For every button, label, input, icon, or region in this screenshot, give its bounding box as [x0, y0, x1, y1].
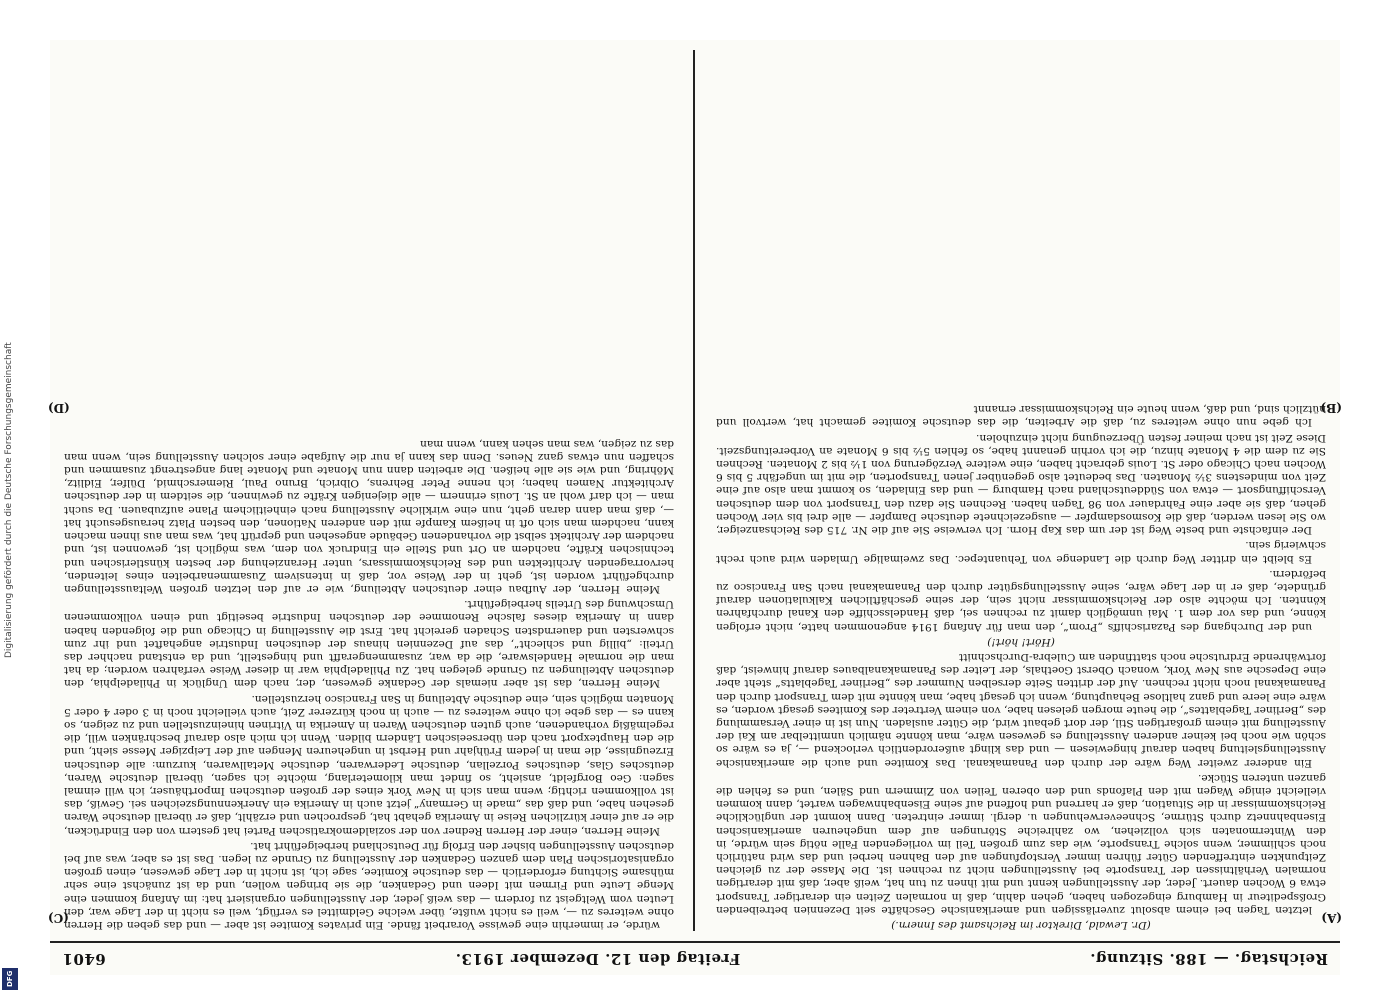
marker-d: (D) — [48, 401, 70, 415]
column-divider — [693, 50, 695, 931]
paragraph: letzten Tagen bei einem absolut zuverlässigen und amerikanische Geschäfte seit Dezennien betreibenden Großspediteur in Hamburg eingezogen haben, gehen dahin, daß in normalen Zeiten ein derartiger Transport etwa 6 Wochen dauert. Jeder, der Ausstellungen kennt und mit ihnen zu tun hat, weiß aber, daß mit derartigen normalen Verhältnissen der Transporte bei Ausstellungen nicht zu rechnen ist. Die Masse der zu gleichen Zeitpunkten eintreffenden Güter führen immer Verstopfungen auf den Bahnen herbei und das wird natürlich noch schlimmer, wenn solche Transporte, wie das zum großen Teil im vorliegenden Falle nötig sein würde, in den Wintermonaten sich vollziehen, wo zahlreiche Störungen auf dem ungeheuren amerikanischen Eisenbahnnetz durch Stürme, Schneeverwehungen u. dergl. immer eintreten. Dann kommt der unglückliche Reichskommissar in die Situation, daß er harrend und hoffend auf seine Eisenbahnwagen wartet, dann kommen vielleicht einige Wagen mit den Plafonds und den oberen Teilen von Zimmern und Sälen, und es fehlen die ganzen unteren Stücke. — [716, 771, 1326, 916]
paragraph: Ich gebe nun ohne weiteres zu, daß die Arbeiten, die das deutsche Komitee gemacht hat, wertvoll und nützlich sind, und daß, wenn heute ein Reichskommissar ernannt — [716, 403, 1326, 429]
marker-a: (A) — [1321, 911, 1342, 925]
paragraph: würde, er immerhin eine gewisse Vorarbeit fände. Ein privates Komitee ist aber — und das geben die Herren ohne weiteres zu —, weil es nicht wußte, über welche Geldmittel es verfügt, weil es nicht in der Lage war, den Leuten vom Weltgeist zu fordern — das weiß jeder, der Ausstellungen organisiert hat: im Anfang kommen eine Menge Leute und Firmen mit Ideen und Gedanken, die sie bringen wollen, und da ist zunächst eine sehr mühsame Sichtung erforderlich — das deutsche Komitee, sage ich, ist nicht in der Lage gewesen, einen großen organisatorischen Plan dem ganzen Gedanken der Ausstellung zu Grunde zu legen. Das ist es aber, was auf bei deutschen Ausstellungen bisher den Erfolg für Deutschland herbeigeführt hat. — [64, 839, 674, 931]
right-column — [64, 50, 674, 931]
document-page — [50, 40, 1340, 975]
digitization-note: Digitalisierung gefördert durch die Deutsche Forschungsgemeinschaft — [4, 342, 14, 658]
speaker-line: (Dr. Lewald, Direktor im Reichsamt des Innern.) — [891, 919, 1151, 931]
paragraph: Der einfachste und beste Weg ist der um das Kap Horn. Ich verweise Sie auf die Nr. 715 des Reichsanzeiger, wo Sie lesen werden, daß die Kosmosdampfer — ausgezeichnete deutsche Dampfer — alle drei bis vier Wochen gehen, daß sie aber eine Fahrdauer von 98 Tagen haben. Rechnen Sie dazu den Transport von dem deutschen Verschiffungsort — etwa von Süddeutschland nach Hamburg — und das Einladen, so kommt man also auf eine Zeit von mindestens 3½ Monaten. Das bedeutet also gegenüber jenen Transporten, die mit im ungefähr 5 bis 6 Wochen nach Chicago oder St. Louis gebracht haben, eine weitere Verzögerung von 1½ bis 2 Monaten. Rechnen Sie zu dem die 4 Monate hinzu, die ich vorhin genannt habe, so fehlen 5½ bis 6 Monate an Vorbereitungszeit. Diese Zeit ist nach meiner festen Überzeugung nicht einzuholen. — [716, 431, 1326, 537]
header-left: Reichstag. — 188. Sitzung. — [1089, 950, 1328, 968]
paragraph: Meine Herren, das ist aber niemals der Gedanke gewesen, der, nach dem Unglück in Philadelphia, den deutschen Abteilungen zu Grunde gelegen hat. Zu Philadelphia war in dieser Weise verfahren worden; da hat man die normale Handelsware, die da war, zusammengerafft und hingestellt, und da entstand nachher das Urteil: „billig und schlecht“, das auf Dezennien hinaus der deutschen Industrie angehaftet und ihr zum schwersten und dauerndsten Schaden gereicht hat. Erst die Ausstellung in Chicago und die folgenden haben dann in Amerika dieses falsche Renommee der deutschen Industrie beseitigt und einen vollkommenen Umschwung des Urteils herbeigeführt. — [64, 598, 674, 690]
marker-b: (B) — [1320, 401, 1342, 415]
paragraph: Meine Herren, der Aufbau einer deutschen Abteilung, wie er auf den letzten großen Weltausstellungen durchgeführt worden ist, geht in der Weise vor, daß in intensivem Zusammenarbeiten eines leitenden, hervorragenden Architekten und des Reichskommissars, unter Heranziehung der besten künstlerischen und technischen Kräfte, nachdem an Ort und Stelle ein Eindruck von dem, was möglich ist, gewonnen ist, und nachdem der Architekt selbst die vorhandenen Gebäude angesehen und geprüft hat, was man aus ihnen machen kann, nachdem man sich oft in heißem Kampfe mit den anderen Nationen, den besten Platz herausgesucht hat —, daß man dann daran geht, nun eine wirkliche Ausstellung nach einheitlichem Plane aufzubauen. Da sucht man — ich darf wohl an St. Louis erinnern — alle diejenigen Kräfte zu gewinnen, die seitdem in der deutschen Architektur Namen haben; ich nenne Peter Behrens, Olbrich, Bruno Paul, Riemerschmid, Dülfer, Eidlitz, Möhring, und wie sie alle heißen. Die arbeiten dann nun Monate und Monate lang angestrengt zusammen und schaffen nun etwas ganz Neues. Denn das kann ja nur die Aufgabe einer solchen Ausstellung sein, wenn man das zu zeigen, was man sehen kann, wenn man — [64, 437, 674, 595]
paragraph: Meine Herren, einer der Herren Redner von der sozialdemokratischen Partei hat gestern von den Eindrücken, die er auf einer kürzlichen Reise in Amerika gehabt hat, gesprochen und erzählt, daß er überall deutsche Waren gesehen habe, und daß das „made in Germany“ jetzt auch in Amerika ein Anerkennungszeichen sei. Gewiß, das ist vollkommen richtig; wenn man sich in New York eines der großen deutschen Importhäuser, ich will einmal sagen: Geo Borgfeldt, ansieht, so findet man kilometerlang, möchte ich sagen, überall deutsche Waren, deutsches Glas, deutsches Porzellan, deutsche Lederwaren, deutsche Metallwaren, kurzum: alle deutschen Erzeugnisse, die man in jedem Frühjahr und Herbst in ungeheuren Mengen auf der Leipziger Messe sieht, und die den Hauptexport nach den überseeischen Ländern bilden. Wenn ich mich also darauf beschränken will, die regelmäßig vorhandenen, auch guten deutschen Waren in Amerika in Vitrinen hineinzustellen und zu zeigen, so kann es — das gebe ich ohne weiteres zu — auch in noch kürzerer Zeit, auch vielleicht noch in 3 oder 4 oder 5 Monaten möglich sein, eine deutsche Abteilung in San Francisco herzustellen. — [64, 692, 674, 837]
dfg-logo: DFG — [2, 968, 18, 990]
marker-c: (C) — [48, 911, 69, 925]
interjection: (Hört! hört!) — [987, 635, 1055, 648]
page-number: 6401 — [62, 950, 106, 968]
left-column — [716, 50, 1326, 931]
paragraph: Es bleibt ein dritter Weg durch die Landenge von Tehuantepec. Das zweimalige Umladen wird auch recht schwierig sein. — [716, 539, 1326, 565]
page-header — [50, 941, 1340, 975]
header-right: Freitag den 12. Dezember 1913. — [455, 950, 741, 968]
paragraph: Ein anderer zweiter Weg wäre der durch den Panamakanal. Das Komitee und auch die amerikanische Ausstellungsleitung haben darauf hingewiesen — und das klingt außerordentlich verlockend —, ja es wäre so schön wie noch bei keiner anderen Ausstellung es gewesen wäre, man könnte nämlich unmittelbar am Kai der Ausstellung mit einem großartigen Stil, der dort gebaut wird, die Güter ausladen. Nun ist in einer Versammlung des „Berliner Tageblattes“, die heute morgen gelesen habe, von einem Vertreter des Komitees gesagt worden, es wäre eine leere und ganz haltlose Behauptung, wenn ich gesagt habe, man könnte mit dem Transport durch den Panamakanal noch nicht rechnen. Auf der dritten Seite derselben Nummer des „Berliner Tageblatts“ steht aber eine Depesche aus New York, wonach Oberst Goethals, der Leiter des Panamakanalbaues darauf hinweist, daß fortwährende Erdrutsche noch stattfinden am Culebra-Durchschnitt — [716, 650, 1326, 769]
paragraph: und der Durchgang des Pazarischiffs „Prom“, den man für Anfang 1914 angenommen hatte, nicht erfolgen könne, und das vor dem 1. Mai unmöglich damit zu rechnen sei, daß Handelsschiffe den Kanal durchfahren könnten. Ich möchte also der Reichskommissar nicht sein, der seine geschäftlichen Kalkulationen darauf gründete, daß er in der Lage wäre, seine Ausstellungsgüter durch den Panamakanal nach San Francisco zu befördern. — [716, 567, 1326, 633]
